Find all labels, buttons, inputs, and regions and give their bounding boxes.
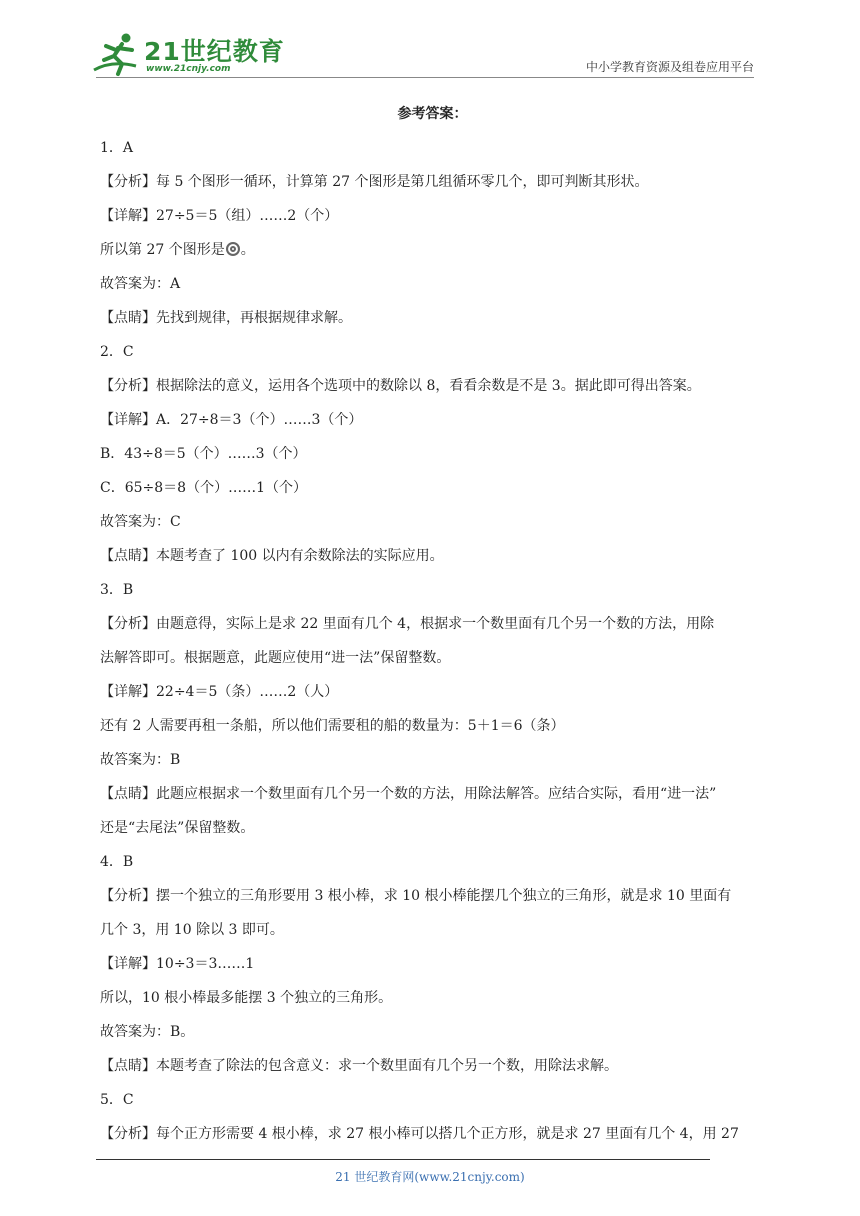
page-header (0, 0, 860, 90)
double-circle-icon (226, 242, 240, 256)
header-divider (96, 77, 754, 78)
text-line: 还有 2 人需要再租一条船，所以他们需要租的船的数量为：5＋1＝6（条） (100, 718, 565, 734)
text-line: 3．B (100, 582, 134, 598)
text-line: 【详解】A．27÷8＝3（个）……3（个） (100, 412, 363, 428)
text-line: 【分析】每个正方形需要 4 根小棒，求 27 根小棒可以搭几个正方形，就是求 27 里面有几个 4，用 27 (100, 1126, 739, 1142)
answer-content (100, 97, 765, 1151)
text-line: 故答案为：B。 (100, 1024, 195, 1040)
text-line: 【分析】摆一个独立的三角形要用 3 根小棒，求 10 根小棒能摆几个独立的三角形，就是求 10 里面有 (100, 888, 732, 904)
text-line: 所以，10 根小棒最多能摆 3 个独立的三角形。 (100, 990, 393, 1006)
text-line: 故答案为：A (100, 276, 181, 292)
logo-url: www.21cnjy.com (146, 64, 231, 74)
text-line: 故答案为：B (100, 752, 181, 768)
footer-link[interactable]: 21 世纪教育网(www.21cnjy.com) (335, 1170, 525, 1184)
text-line: 【点睛】本题考查了 100 以内有余数除法的实际应用。 (100, 548, 444, 564)
text-line: 几个 3，用 10 除以 3 即可。 (100, 922, 284, 938)
text-line: 【详解】10÷3＝3……1 (100, 956, 255, 972)
text-line: 4．B (100, 854, 134, 870)
text-line: 【点睛】此题应根据求一个数里面有几个另一个数的方法，用除法解答。应结合实际，看用“进一法” (100, 786, 717, 802)
text-line: 还是“去尾法”保留整数。 (100, 820, 255, 836)
text-line: 【分析】由题意得，实际上是求 22 里面有几个 4，根据求一个数里面有几个另一个数的方法，用除 (100, 616, 715, 632)
platform-label: 中小学教育资源及组卷应用平台 (585, 60, 754, 74)
text-line: 1．A (100, 140, 134, 156)
text-line: 【详解】22÷4＝5（条）……2（人） (100, 684, 339, 700)
logo (92, 30, 285, 80)
text-line: 【点睛】本题考查了除法的包含意义：求一个数里面有几个另一个数，用除法求解。 (100, 1058, 618, 1074)
text-line: 2．C (100, 344, 134, 360)
text-line: 故答案为：C (100, 514, 181, 530)
text-span: 。 (240, 242, 255, 258)
text-line: 法解答即可。根据题意，此题应使用“进一法”保留整数。 (100, 650, 451, 666)
page-title: 参考答案： (397, 106, 468, 122)
text-line: 【点睛】先找到规律，再根据规律求解。 (100, 310, 352, 326)
footer-divider (96, 1159, 710, 1160)
text-span: 所以第 27 个图形是 (100, 242, 225, 258)
text-line: 【详解】27÷5＝5（组）……2（个） (100, 208, 339, 224)
text-line: 【分析】根据除法的意义，运用各个选项中的数除以 8，看看余数是不是 3。据此即可得出答案。 (100, 378, 701, 394)
text-line: C．65÷8＝8（个）……1（个） (100, 480, 307, 496)
runner-logo-icon (92, 30, 152, 80)
text-line: B．43÷8＝5（个）……3（个） (100, 446, 307, 462)
logo-text: 21世纪教育 (144, 37, 285, 66)
text-line-with-icon (100, 233, 765, 267)
text-line: 5．C (100, 1092, 134, 1108)
text-line: 【分析】每 5 个图形一循环，计算第 27 个图形是第几组循环零几个，即可判断其形状。 (100, 174, 649, 190)
